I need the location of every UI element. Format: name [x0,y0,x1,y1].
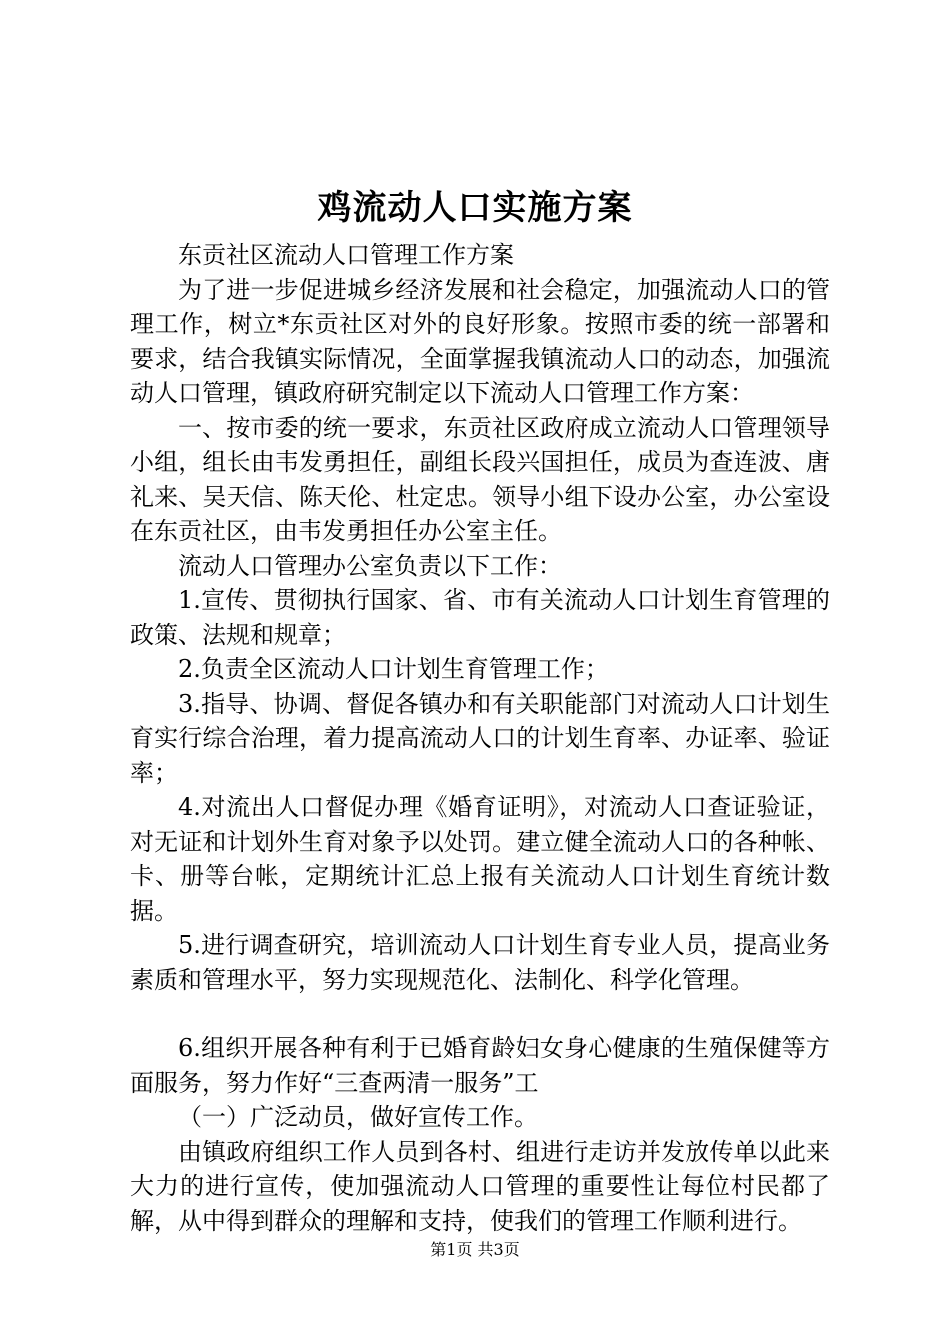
paragraph-subheading-1: （一）广泛动员，做好宣传工作。 [178,1103,538,1131]
paragraph-subtitle: 东贡社区流动人口管理工作方案 [178,241,514,269]
document-body [130,238,830,1238]
page-footer: 第1页 共3页 [430,1240,520,1259]
paragraph-item-6: 6.组织开展各种有利于已婚育龄妇女身心健康的生殖保健等方面服务，努力作好“三查两清一服务”工 [130,1034,830,1097]
paragraph-section-1: 一、按市委的统一要求，东贡社区政府成立流动人口管理领导小组，组长由韦发勇担任，副组长段兴国担任，成员为查连波、唐礼来、吴天信、陈天伦、杜定忠。领导小组下设办公室，办公室设在东贡社区，由韦发勇担任办公室主任。 [130,413,830,545]
paragraph-office-duties: 流动人口管理办公室负责以下工作： [178,551,562,580]
document-title: 鸡流动人口实施方案 [317,188,633,228]
paragraph-intro: 为了进一步促进城乡经济发展和社会稳定，加强流动人口的管理工作，树立*东贡社区对外的良好形象。按照市委的统一部署和要求，结合我镇实际情况，全面掌握我镇流动人口的动态，加强流动人口管理，镇政府研究制定以下流动人口管理工作方案： [130,275,830,407]
paragraph-item-3: 3.指导、协调、督促各镇办和有关职能部门对流动人口计划生育实行综合治理，着力提高流动人口的计划生育率、办证率、验证率； [130,689,830,787]
paragraph-publicity: 由镇政府组织工作人员到各村、组进行走访并发放传单以此来大力的进行宣传，使加强流动人口管理的重要性让每位村民都了解，从中得到群众的理解和支持，使我们的管理工作顺利进行。 [130,1137,830,1235]
paragraph-item-4: 4.对流出人口督促办理《婚育证明》，对流动人口查证验证，对无证和计划外生育对象予以处罚。建立健全流动人口的各种帐、卡、册等台帐，定期统计汇总上报有关流动人口计划生育统计数据。 [130,793,830,925]
paragraph-item-2: 2.负责全区流动人口计划生育管理工作； [178,655,609,683]
paragraph-item-1: 1.宣传、贯彻执行国家、省、市有关流动人口计划生育管理的政策、法规和规章； [130,586,830,649]
paragraph-item-5: 5.进行调查研究，培训流动人口计划生育专业人员，提高业务素质和管理水平，努力实现规范化、法制化、科学化管理。 [130,931,830,994]
